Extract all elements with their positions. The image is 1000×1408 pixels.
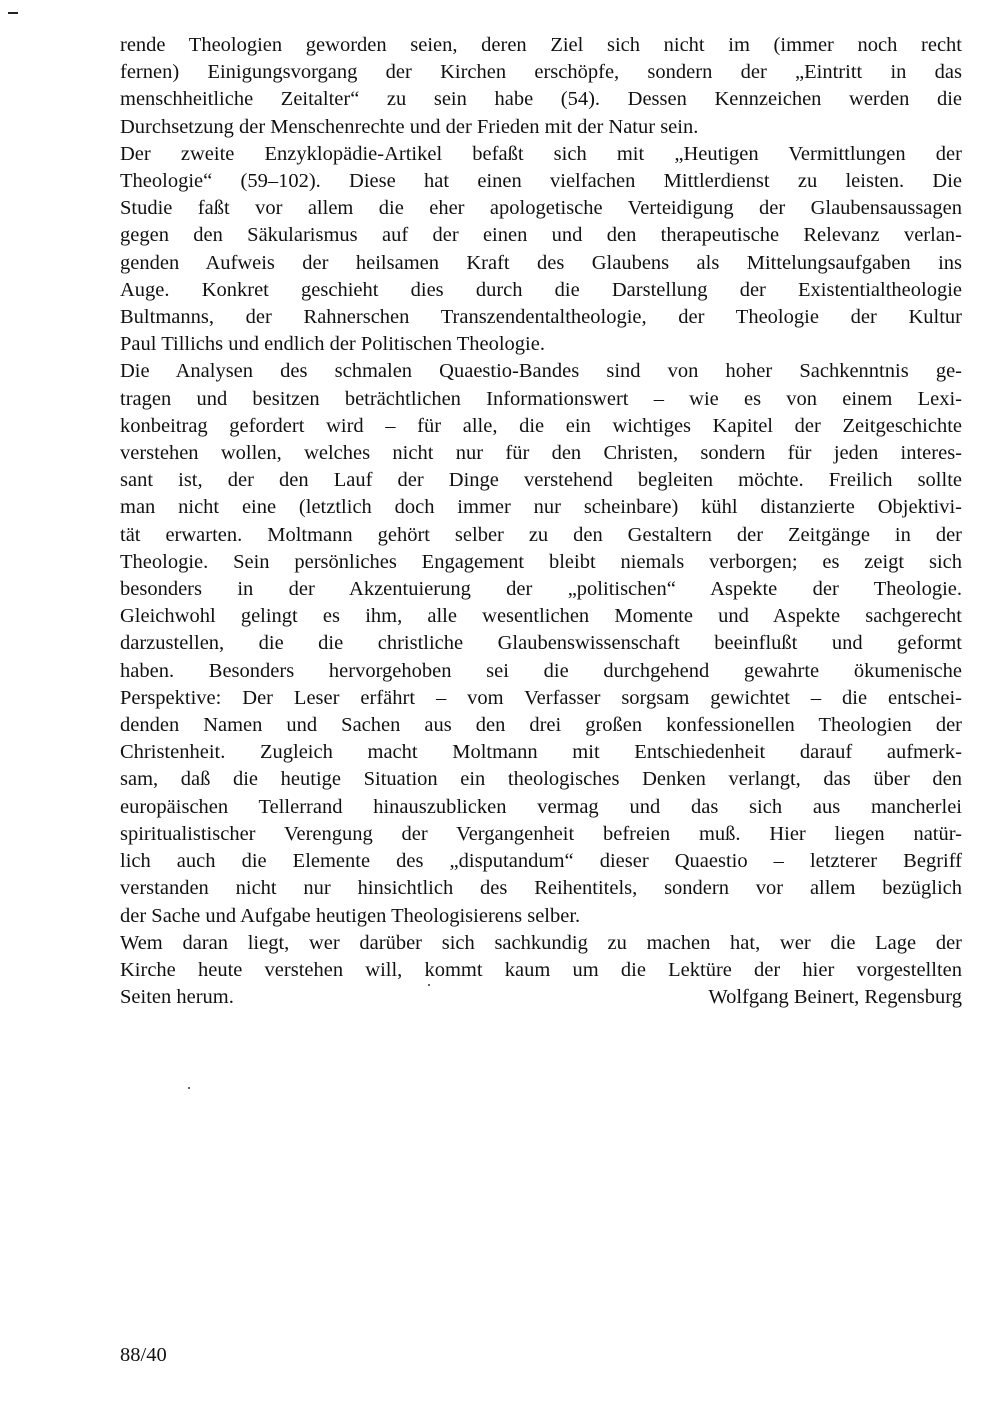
text-line: der Sache und Aufgabe heutigen Theologisierens selber. [120,904,581,927]
text-line: fernen) Einigungsvorgang der Kirchen erschöpfe, sondern der „Eintritt in das [120,61,962,84]
corner-mark [8,12,18,14]
stray-dot [188,1087,190,1089]
text-line: sant ist, der den Lauf der Dinge verstehend begleiten möchte. Freilich sollte [120,469,962,492]
text-line: Die Analysen des schmalen Quaestio-Bandes sind von hoher Sachkenntnis ge- [120,360,962,383]
text-line: gegen den Säkularismus auf der einen und den therapeutische Relevanz verlan- [120,224,962,247]
text-line: Theologie“ (59–102). Diese hat einen vielfachen Mittlerdienst zu leisten. Die [120,170,962,193]
paragraph [120,930,962,1012]
text-line: verstehen wollen, welches nicht nur für den Christen, sondern für jeden interes- [120,442,962,465]
text-line: spiritualistischer Verengung der Vergangenheit befreien muß. Hier liegen natür- [120,822,962,845]
page-number: 88/40 [120,1344,167,1366]
author-signature: Wolfgang Beinert, Regensburg [708,986,962,1009]
text-line: Durchsetzung der Menschenrechte und der Frieden mit der Natur sein. [120,115,699,138]
paragraph [120,358,962,929]
text-line: lich auch die Elemente des „disputandum“ dieser Quaestio – letzterer Begriff [120,850,962,873]
paragraph [120,141,962,359]
text-line: denden Namen und Sachen aus den drei großen konfessionellen Theologien der [120,714,962,737]
text-line: rende Theologien geworden seien, deren Ziel sich nicht im (immer noch recht [120,34,962,56]
text-line: Theologie. Sein persönliches Engagement bleibt niemals verborgen; es zeigt sich [120,550,962,573]
text-line: Bultmanns, der Rahnerschen Transzendentaltheologie, der Theologie der Kultur [120,306,962,329]
text-line: europäischen Tellerrand hinauszublicken vermag und das sich aus mancherlei [120,795,962,818]
text-line: Paul Tillichs und endlich der Politischen Theologie. [120,333,545,356]
closing-text: Seiten herum. [120,986,234,1009]
text-line: konbeitrag gefordert wird – für alle, die ein wichtiges Kapitel der Zeitgeschichte [120,414,962,437]
signature-line [120,984,962,1011]
review-text [120,32,962,1011]
text-line: darzustellen, die die christliche Glaubenswissenschaft beeinflußt und geformt [120,632,962,655]
text-line: verstanden nicht nur hinsichtlich des Reihentitels, sondern vor allem bezüglich [120,877,962,900]
text-line: menschheitliche Zeitalter“ zu sein habe (54). Dessen Kennzeichen werden die [120,88,962,111]
text-line: Studie faßt vor allem die eher apologetische Verteidigung der Glaubensaussagen [120,197,962,220]
text-line: haben. Besonders hervorgehoben sei die durchgehend gewahrte ökumenische [120,659,962,682]
text-line: besonders in der Akzentuierung der „politischen“ Aspekte der Theologie. [120,578,962,601]
text-line: Wem daran liegt, wer darüber sich sachkundig zu machen hat, wer die Lage der [120,931,962,954]
text-line: sam, daß die heutige Situation ein theologisches Denken verlangt, das über den [120,768,962,791]
text-line: genden Aufweis der heilsamen Kraft des Glaubens als Mittelungsaufgaben ins [120,251,962,274]
text-line: tragen und besitzen beträchtlichen Informationswert – wie es von einem Lexi- [120,387,962,410]
text-line: Gleichwohl gelingt es ihm, alle wesentlichen Momente und Aspekte sachgerecht [120,605,962,628]
text-line: tät erwarten. Moltmann gehört selber zu den Gestaltern der Zeitgänge in der [120,523,962,546]
text-line: Christenheit. Zugleich macht Moltmann mit Entschiedenheit darauf aufmerk- [120,741,962,764]
text-line: Kirche heute verstehen will, kommt kaum um die Lektüre der hier vorgestellten [120,958,962,981]
text-line: Der zweite Enzyklopädie-Artikel befaßt sich mit „Heutigen Vermittlungen der [120,142,962,165]
text-line: Perspektive: Der Leser erfährt – vom Verfasser sorgsam gewichtet – die entschei- [120,686,962,709]
text-line: man nicht eine (letztlich doch immer nur scheinbare) kühl distanzierte Objektivi- [120,496,962,519]
paragraph [120,32,962,141]
text-line: Auge. Konkret geschieht dies durch die Darstellung der Existentialtheologie [120,278,962,301]
